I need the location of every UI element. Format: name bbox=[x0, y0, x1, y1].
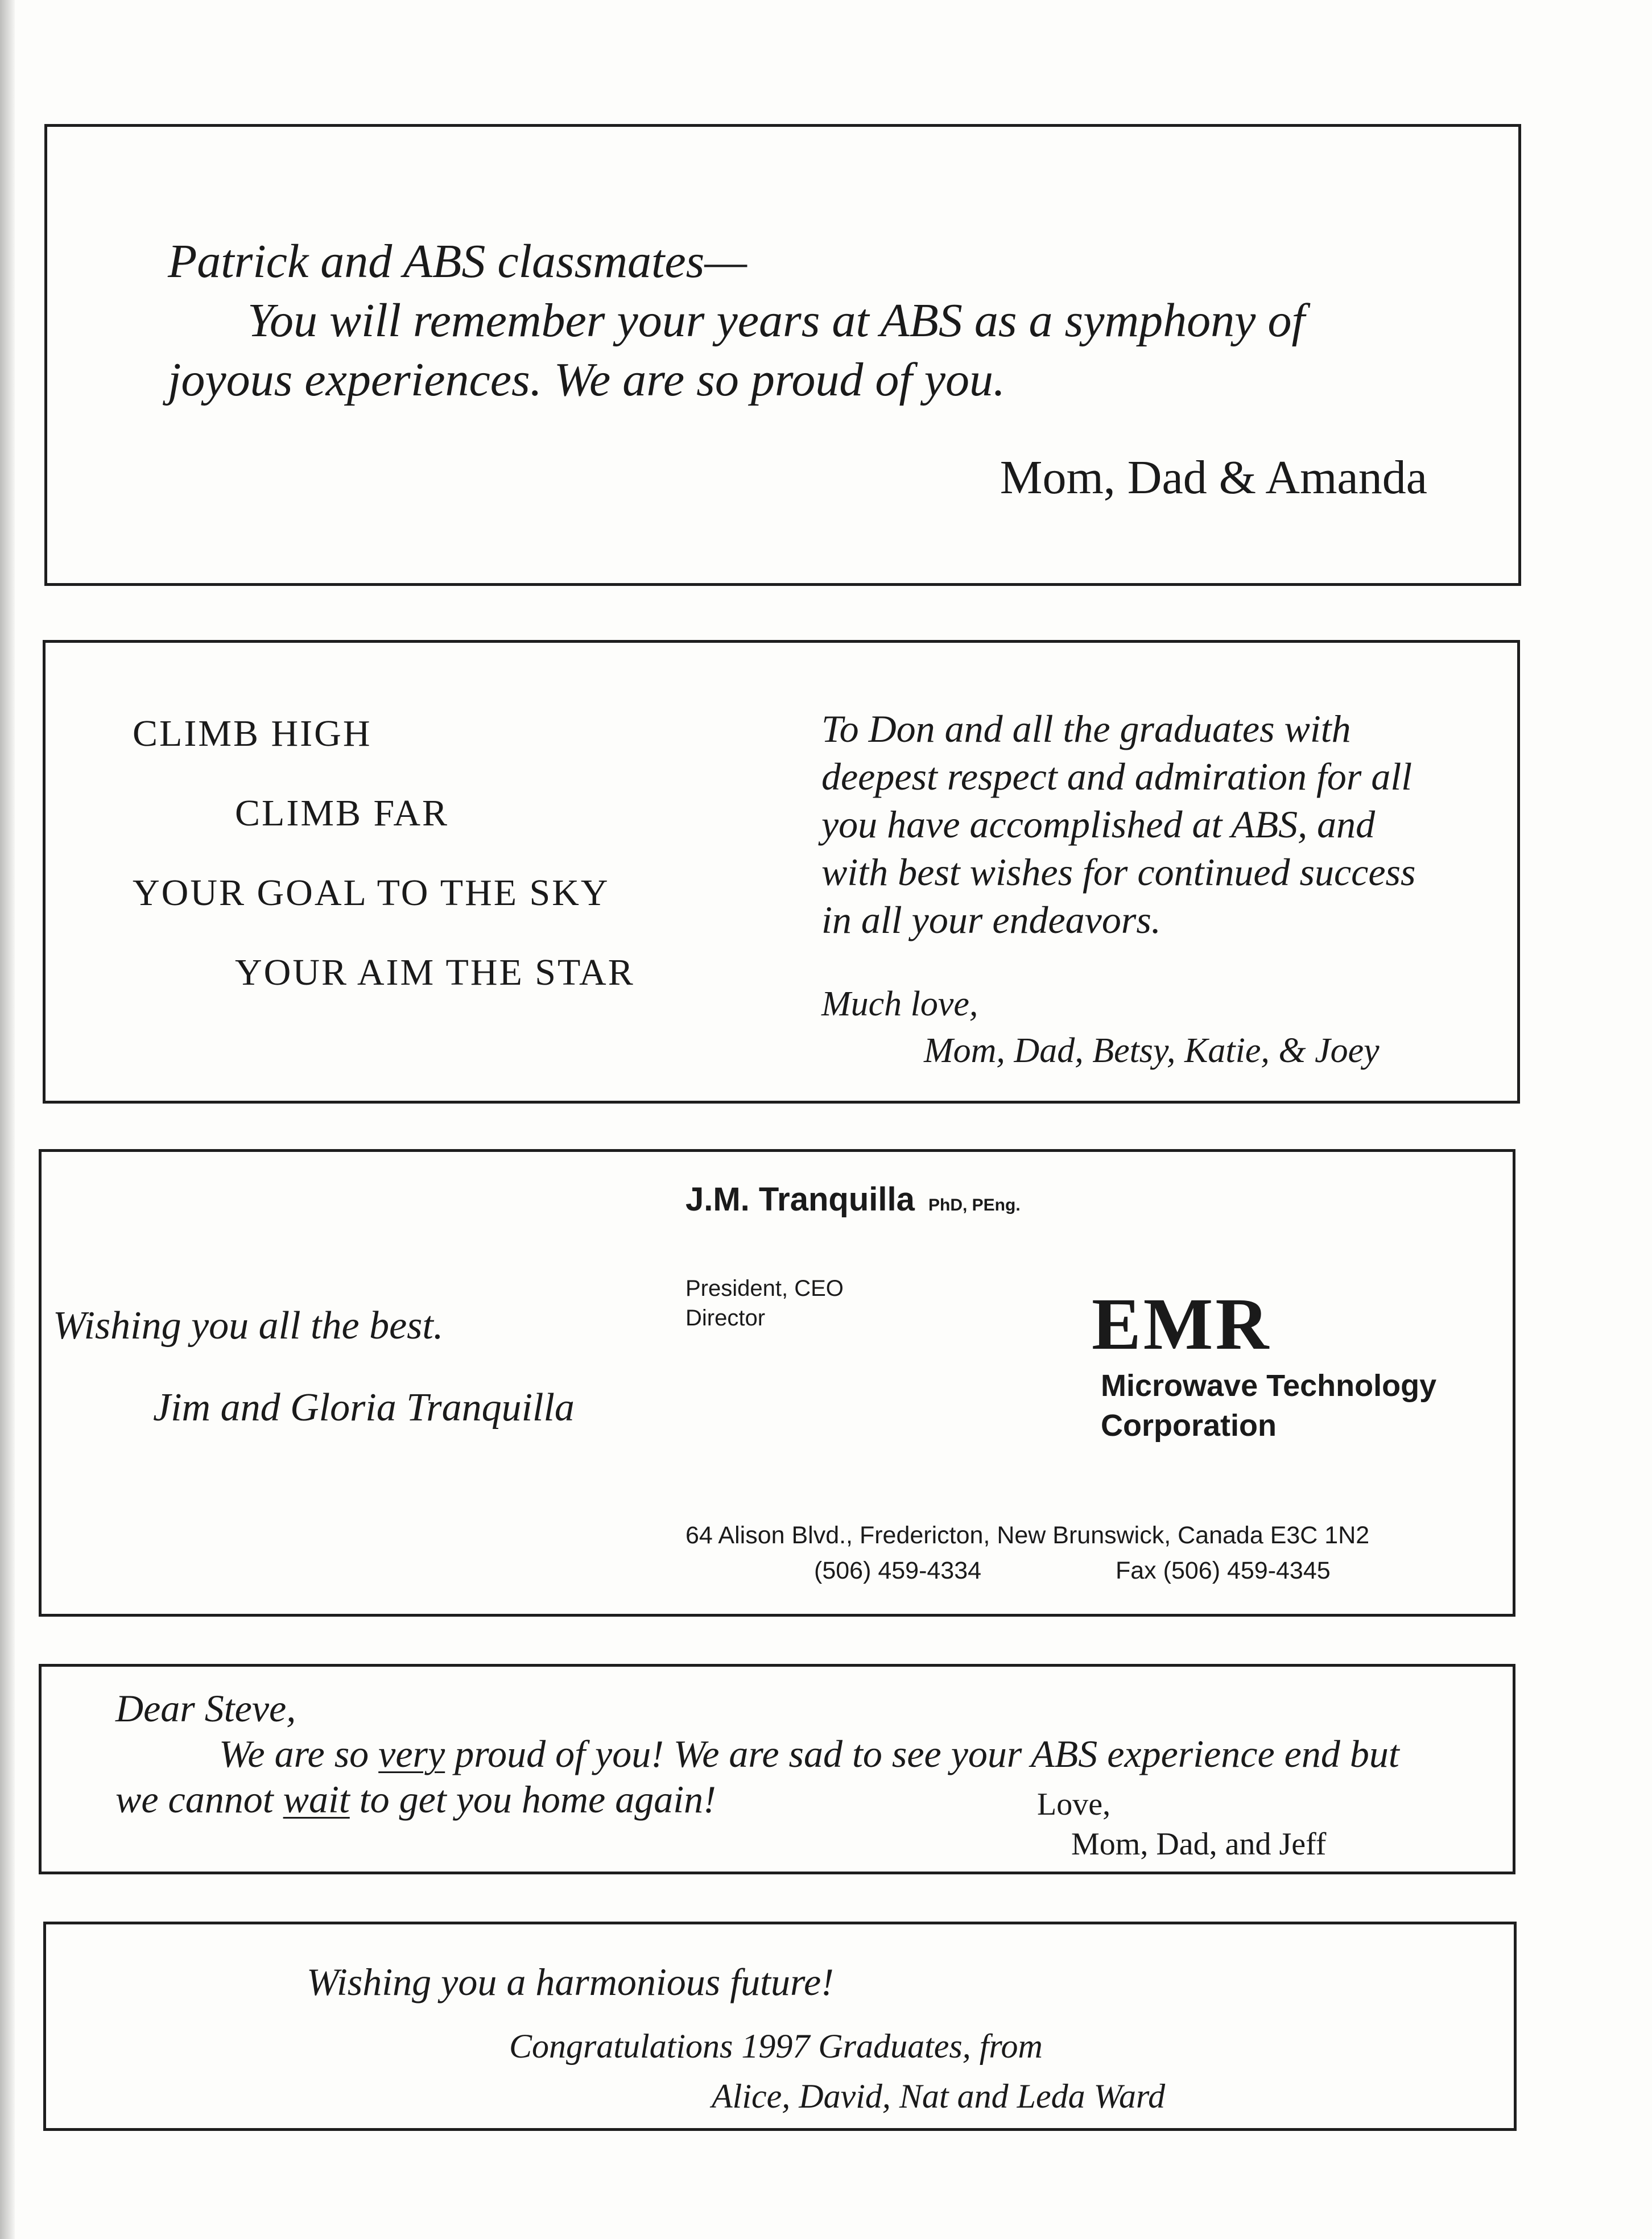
ad-salutation: Dear Steve, bbox=[115, 1687, 296, 1730]
poem-line: YOUR AIM THE STAR bbox=[235, 952, 635, 993]
message-text: We are so bbox=[219, 1732, 379, 1775]
ad-signature: Mom, Dad, Betsy, Katie, & Joey bbox=[924, 1031, 1380, 1070]
message-text: we cannot bbox=[115, 1778, 283, 1821]
poem-line: YOUR GOAL TO THE SKY bbox=[133, 872, 610, 914]
ad-salutation: Patrick and ABS classmates— bbox=[168, 235, 747, 288]
ad-box-don bbox=[43, 640, 1520, 1104]
message-text: to get you home again! bbox=[349, 1778, 716, 1821]
ad-signature: Mom, Dad, and Jeff bbox=[1071, 1827, 1327, 1862]
poem-line: CLIMB HIGH bbox=[133, 713, 372, 754]
ad-message-line: joyous experiences. We are so proud of you. bbox=[168, 353, 1006, 406]
emphasis-very: very bbox=[378, 1732, 445, 1775]
ad-message-line bbox=[115, 1777, 716, 1822]
ad-box-ward bbox=[43, 1922, 1517, 2131]
ad-signature: Jim and Gloria Tranquilla bbox=[153, 1386, 575, 1430]
ad-message-line: you have accomplished at ABS, and bbox=[821, 803, 1376, 846]
ad-message-line: with best wishes for continued success bbox=[821, 850, 1416, 894]
page-gutter-shadow bbox=[0, 0, 15, 2239]
ad-signature: Mom, Dad & Amanda bbox=[1000, 451, 1427, 504]
ad-congrats: Congratulations 1997 Graduates, from bbox=[509, 2027, 1043, 2065]
ad-message-line: deepest respect and admiration for all bbox=[821, 755, 1413, 798]
message-text: proud of you! We are sad to see your ABS experience end but bbox=[445, 1732, 1399, 1775]
card-address: 64 Alison Blvd., Fredericton, New Brunswick, Canada E3C 1N2 bbox=[685, 1522, 1370, 1549]
ad-closing: Love, bbox=[1037, 1787, 1111, 1822]
ad-closing: Much love, bbox=[821, 985, 978, 1023]
ad-signature: Alice, David, Nat and Leda Ward bbox=[712, 2077, 1166, 2115]
ad-box-patrick bbox=[44, 124, 1521, 586]
poem-line: CLIMB FAR bbox=[235, 792, 449, 834]
card-name: J.M. Tranquilla bbox=[685, 1181, 915, 1218]
company-name: Microwave Technology bbox=[1101, 1369, 1437, 1403]
emr-logo: EMR bbox=[1092, 1283, 1271, 1365]
ad-message-line: You will remember your years at ABS as a symphony of bbox=[247, 294, 1305, 347]
ad-message-line: To Don and all the graduates with bbox=[821, 707, 1351, 750]
ad-box-tranquilla bbox=[39, 1149, 1515, 1617]
card-title: Director bbox=[685, 1306, 766, 1331]
ad-message-line bbox=[219, 1732, 1399, 1777]
card-title: President, CEO bbox=[685, 1276, 844, 1301]
card-fax: Fax (506) 459-4345 bbox=[1116, 1557, 1331, 1584]
emphasis-wait: wait bbox=[283, 1778, 350, 1821]
card-credentials: PhD, PEng. bbox=[928, 1196, 1021, 1214]
card-phone: (506) 459-4334 bbox=[814, 1557, 982, 1584]
ad-wish: Wishing you all the best. bbox=[53, 1304, 444, 1348]
company-name: Corporation bbox=[1101, 1408, 1277, 1443]
ad-box-steve bbox=[39, 1664, 1515, 1874]
business-card-name bbox=[685, 1180, 1021, 1218]
ad-wish: Wishing you a harmonious future! bbox=[307, 1960, 834, 2003]
ad-message-line: in all your endeavors. bbox=[821, 898, 1161, 941]
